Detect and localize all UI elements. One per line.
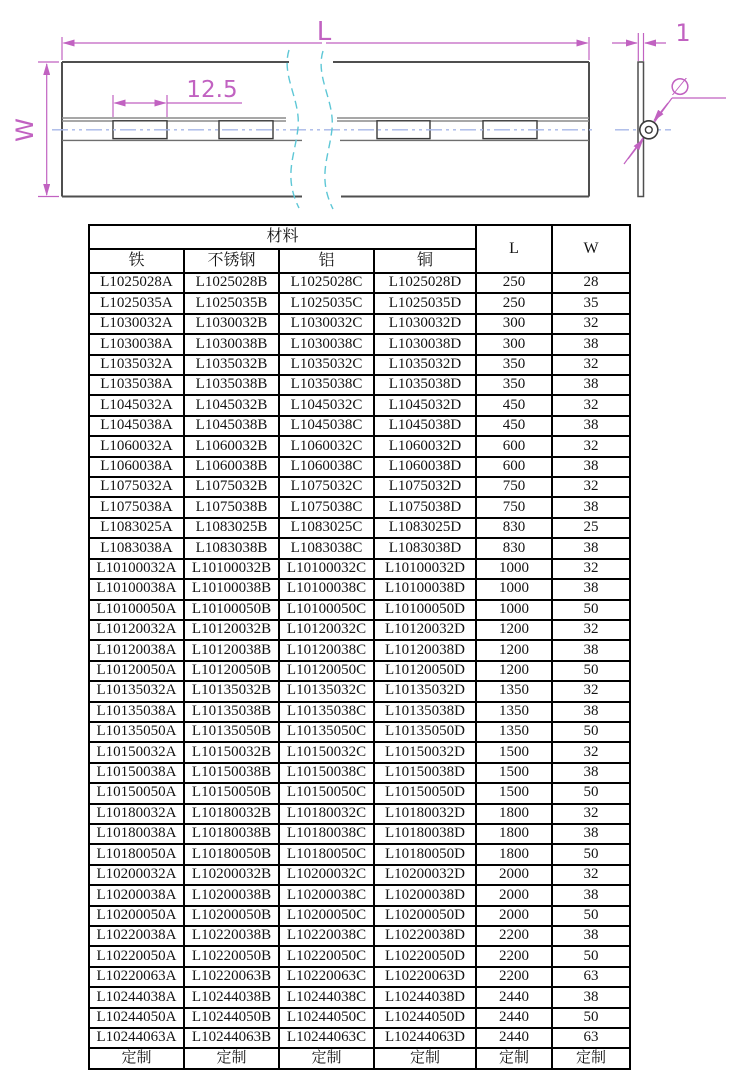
table-cell: 2200 [476,946,552,966]
table-cell: 38 [552,763,630,783]
table-cell: L10150032D [374,742,476,762]
table-cell: L1035032B [184,355,279,375]
table-cell: L10100032D [374,559,476,579]
table-cell: L10150032B [184,742,279,762]
table-cell: L1083038C [279,538,374,558]
table-row [89,355,630,375]
table-cell: L10135032A [89,681,184,701]
table-cell: 38 [552,885,630,905]
table-cell: L10180032D [374,804,476,824]
table-cell: L10135050B [184,722,279,742]
table-cell: 1000 [476,600,552,620]
table-cell: L1075038A [89,497,184,517]
table-cell: L10244050A [89,1008,184,1028]
table-cell: L1025028C [279,273,374,293]
table-cell: 1200 [476,620,552,640]
table-cell: L10120032B [184,620,279,640]
table-cell: 25 [552,518,630,538]
table-cell: 50 [552,906,630,926]
table-cell: L10220038A [89,926,184,946]
table-row [89,416,630,436]
material-copper-header: 铜 [374,249,476,273]
table-cell: L1045038B [184,416,279,436]
table-cell: 750 [476,477,552,497]
table-row [89,314,630,334]
table-cell: L10150038C [279,763,374,783]
table-cell: L10135038B [184,702,279,722]
table-cell: L10200032A [89,865,184,885]
table-cell: 38 [552,926,630,946]
table-cell: L1045032D [374,395,476,415]
table-cell: L10180032A [89,804,184,824]
table-cell: 2440 [476,1008,552,1028]
table-cell: L1060038D [374,457,476,477]
table-cell: 38 [552,579,630,599]
table-cell: L1030038A [89,334,184,354]
table-row [89,702,630,722]
table-cell: L10150050B [184,783,279,803]
table-cell: L10200032C [279,865,374,885]
table-cell: 定制 [279,1048,374,1069]
hinge-side-view [615,62,672,197]
table-cell: L10100032C [279,559,374,579]
table-cell: L10244038D [374,987,476,1007]
table-cell: 2440 [476,987,552,1007]
table-cell: 250 [476,293,552,313]
table-cell: 35 [552,293,630,313]
table-row [89,824,630,844]
table-cell: L1030032C [279,314,374,334]
table-cell: L10244063C [279,1028,374,1048]
table-row [89,436,630,456]
table-cell: 32 [552,355,630,375]
table-cell: L1060032D [374,436,476,456]
table-cell: L10100038C [279,579,374,599]
table-row [89,640,630,660]
table-cell: 1500 [476,783,552,803]
table-row [89,906,630,926]
table-row [89,783,630,803]
hinge-technical-drawing [0,0,750,222]
table-cell: L1035038A [89,375,184,395]
table-cell: L1035032D [374,355,476,375]
table-cell: L10244063D [374,1028,476,1048]
table-cell: L10180050B [184,844,279,864]
size-table [88,224,631,1070]
table-cell: L10200050C [279,906,374,926]
table-row [89,497,630,517]
table-cell: 32 [552,865,630,885]
table-cell: L1025035A [89,293,184,313]
table-cell: L10244063B [184,1028,279,1048]
table-cell: L10120050D [374,661,476,681]
table-cell: 1350 [476,702,552,722]
table-cell: L10135050A [89,722,184,742]
table-cell: 38 [552,334,630,354]
table-cell: L1045038A [89,416,184,436]
table-cell: L1045038D [374,416,476,436]
table-header-row-1 [89,225,630,249]
table-cell: 38 [552,702,630,722]
table-cell: L10180038A [89,824,184,844]
table-cell: 1000 [476,559,552,579]
table-cell: 1350 [476,722,552,742]
table-cell: L10100050A [89,600,184,620]
table-cell: L1075032C [279,477,374,497]
table-cell: L10135038D [374,702,476,722]
table-cell: 63 [552,1028,630,1048]
table-row [89,559,630,579]
table-cell: L10200038C [279,885,374,905]
material-aluminum-header: 铝 [279,249,374,273]
table-cell: L1083038A [89,538,184,558]
table-cell: L10120038C [279,640,374,660]
table-cell: L10244038C [279,987,374,1007]
table-cell: 1500 [476,742,552,762]
table-row [89,967,630,987]
pitch-dimension-label: 12.5 [186,77,238,103]
table-cell: L10150038B [184,763,279,783]
table-cell: L10200038A [89,885,184,905]
table-row [89,293,630,313]
table-cell: L1045038C [279,416,374,436]
table-cell: 2000 [476,906,552,926]
table-cell: L10200050D [374,906,476,926]
table-cell: 350 [476,375,552,395]
width-column-header: W [552,225,630,273]
table-cell: L10100050C [279,600,374,620]
material-header: 材料 [89,225,476,249]
table-cell: 32 [552,620,630,640]
table-cell: L1075032B [184,477,279,497]
table-cell: 32 [552,681,630,701]
table-row [89,763,630,783]
table-row [89,518,630,538]
table-cell: L1035038D [374,375,476,395]
table-row [89,804,630,824]
table-row [89,273,630,293]
table-cell: L10150050C [279,783,374,803]
table-cell: 50 [552,946,630,966]
table-row [89,1008,630,1028]
table-cell: 250 [476,273,552,293]
material-stainless-header: 不锈钢 [184,249,279,273]
table-cell: L10244038B [184,987,279,1007]
table-cell: 38 [552,457,630,477]
table-cell: L1030032D [374,314,476,334]
table-cell: L10244050D [374,1008,476,1028]
table-cell: 38 [552,497,630,517]
table-cell: L1083025C [279,518,374,538]
table-cell: L10120050B [184,661,279,681]
table-cell: L1060032A [89,436,184,456]
table-cell: 830 [476,518,552,538]
material-iron-header: 铁 [89,249,184,273]
table-cell: L1083025D [374,518,476,538]
table-cell: L10220038C [279,926,374,946]
table-cell: 38 [552,538,630,558]
table-cell: L1060032B [184,436,279,456]
table-row [89,395,630,415]
table-cell: L1075038C [279,497,374,517]
table-cell: L10100038D [374,579,476,599]
table-cell: L1030038D [374,334,476,354]
dimension-thickness [612,33,666,61]
table-cell: 2200 [476,967,552,987]
table-cell: L1025028A [89,273,184,293]
table-row [89,946,630,966]
table-cell: 32 [552,559,630,579]
table-cell: 1350 [476,681,552,701]
table-cell: L10120050A [89,661,184,681]
table-cell: 50 [552,844,630,864]
table-cell: 300 [476,334,552,354]
table-cell: L1060038A [89,457,184,477]
table-cell: L10200050B [184,906,279,926]
table-row [89,661,630,681]
table-cell: 定制 [552,1048,630,1069]
table-cell: L1035032C [279,355,374,375]
table-cell: L10180050D [374,844,476,864]
table-cell: 2440 [476,1028,552,1048]
table-row [89,1028,630,1048]
table-cell: 63 [552,967,630,987]
table-row [89,477,630,497]
table-row [89,885,630,905]
table-cell: L10180050C [279,844,374,864]
table-cell: L10120038A [89,640,184,660]
table-cell: L10200038B [184,885,279,905]
table-cell: 1000 [476,579,552,599]
table-cell: L10200038D [374,885,476,905]
table-cell: L1060038C [279,457,374,477]
table-cell: L10150050D [374,783,476,803]
table-cell: L1035038B [184,375,279,395]
table-cell: L10180032B [184,804,279,824]
table-cell: 38 [552,987,630,1007]
table-cell: L1075038D [374,497,476,517]
table-cell: 1500 [476,763,552,783]
table-cell: L10244050B [184,1008,279,1028]
table-cell: 1800 [476,824,552,844]
table-cell: L10120032A [89,620,184,640]
length-column-header: L [476,225,552,273]
table-cell: 38 [552,824,630,844]
table-row [89,375,630,395]
table-cell: 50 [552,783,630,803]
table-row [89,987,630,1007]
table-cell: 28 [552,273,630,293]
table-row [89,1048,630,1069]
table-cell: L10100050B [184,600,279,620]
table-cell: 定制 [374,1048,476,1069]
table-cell: 600 [476,436,552,456]
table-cell: L1035032A [89,355,184,375]
table-cell: L10120038D [374,640,476,660]
table-cell: L10100032A [89,559,184,579]
table-cell: L1060038B [184,457,279,477]
table-cell: 450 [476,416,552,436]
table-cell: 50 [552,600,630,620]
table-cell: L10244038A [89,987,184,1007]
table-cell: L1075032A [89,477,184,497]
table-cell: L1025028D [374,273,476,293]
table-cell: L10220050D [374,946,476,966]
table-cell: L1083038B [184,538,279,558]
table-cell: L10135032C [279,681,374,701]
table-cell: L1025035C [279,293,374,313]
table-row [89,865,630,885]
table-cell: 450 [476,395,552,415]
table-cell: L1045032A [89,395,184,415]
table-cell: 定制 [184,1048,279,1069]
table-cell: L1030032A [89,314,184,334]
table-cell: 32 [552,477,630,497]
table-cell: 1800 [476,844,552,864]
table-cell: L10180032C [279,804,374,824]
table-cell: L1045032B [184,395,279,415]
table-cell: L10135038C [279,702,374,722]
table-cell: L10244050C [279,1008,374,1028]
table-cell: L1083038D [374,538,476,558]
table-cell: 38 [552,416,630,436]
table-row [89,844,630,864]
table-cell: 830 [476,538,552,558]
table-cell: 50 [552,722,630,742]
table-cell: 350 [476,355,552,375]
table-cell: 2000 [476,865,552,885]
table-cell: L1045032C [279,395,374,415]
pin-circle [645,126,652,133]
table-row [89,334,630,354]
table-cell: 定制 [89,1048,184,1069]
table-cell: L10200050A [89,906,184,926]
table-cell: L1083025B [184,518,279,538]
table-cell: L10220050A [89,946,184,966]
table-row [89,722,630,742]
table-cell: L1075038B [184,497,279,517]
table-cell: 2200 [476,926,552,946]
table-cell: L1030032B [184,314,279,334]
table-cell: L10200032B [184,865,279,885]
table-cell: L10135038A [89,702,184,722]
table-cell: L10135050C [279,722,374,742]
table-cell: 32 [552,436,630,456]
table-cell: L1025035B [184,293,279,313]
table-row [89,600,630,620]
table-row [89,579,630,599]
table-cell: 32 [552,742,630,762]
table-cell: L10120038B [184,640,279,660]
table-cell: 750 [476,497,552,517]
table-cell: L1083025A [89,518,184,538]
table-cell: L10150032C [279,742,374,762]
width-dimension-label: W [11,118,39,142]
table-cell: L10180038D [374,824,476,844]
table-cell: 1800 [476,804,552,824]
table-cell: L10220050C [279,946,374,966]
table-cell: L10120032D [374,620,476,640]
table-cell: L10100038A [89,579,184,599]
table-cell: L1030038C [279,334,374,354]
table-cell: L10220038D [374,926,476,946]
table-cell: 32 [552,804,630,824]
table-row [89,538,630,558]
table-cell: 38 [552,375,630,395]
table-cell: L10135032D [374,681,476,701]
table-cell: L1030038B [184,334,279,354]
table-cell: 2000 [476,885,552,905]
table-cell: 32 [552,395,630,415]
table-cell: L10100038B [184,579,279,599]
table-cell: L10135032B [184,681,279,701]
table-row [89,457,630,477]
table-cell: L10150038A [89,763,184,783]
table-cell: 50 [552,1008,630,1028]
table-cell: 600 [476,457,552,477]
length-dimension-label: L [316,17,332,47]
table-cell: L10150032A [89,742,184,762]
table-cell: L10150038D [374,763,476,783]
table-row [89,681,630,701]
diameter-symbol: ∅ [669,73,691,101]
table-cell: L10220063B [184,967,279,987]
table-cell: L10220038B [184,926,279,946]
table-cell: L10135050D [374,722,476,742]
table-cell: L1025028B [184,273,279,293]
table-cell: L10100032B [184,559,279,579]
table-cell: 1200 [476,661,552,681]
table-cell: 300 [476,314,552,334]
table-cell: L10220063D [374,967,476,987]
table-cell: 32 [552,314,630,334]
table-cell: 38 [552,640,630,660]
table-cell: L1075032D [374,477,476,497]
table-cell: L1060032C [279,436,374,456]
table-cell: L10244063A [89,1028,184,1048]
table-cell: L10200032D [374,865,476,885]
table-cell: L10220063C [279,967,374,987]
table-cell: L10100050D [374,600,476,620]
thickness-dimension-label: 1 [675,19,691,47]
table-cell: L1025035D [374,293,476,313]
table-cell: L10180038B [184,824,279,844]
table-row [89,742,630,762]
table-cell: L1035038C [279,375,374,395]
table-cell: 定制 [476,1048,552,1069]
table-row [89,620,630,640]
table-cell: L10120032C [279,620,374,640]
table-row [89,926,630,946]
table-cell: L10120050C [279,661,374,681]
table-cell: 50 [552,661,630,681]
table-cell: L10180038C [279,824,374,844]
table-cell: L10220050B [184,946,279,966]
table-cell: 1200 [476,640,552,660]
size-table-body [89,273,630,1069]
table-cell: L10180050A [89,844,184,864]
table-cell: L10150050A [89,783,184,803]
table-cell: L10220063A [89,967,184,987]
